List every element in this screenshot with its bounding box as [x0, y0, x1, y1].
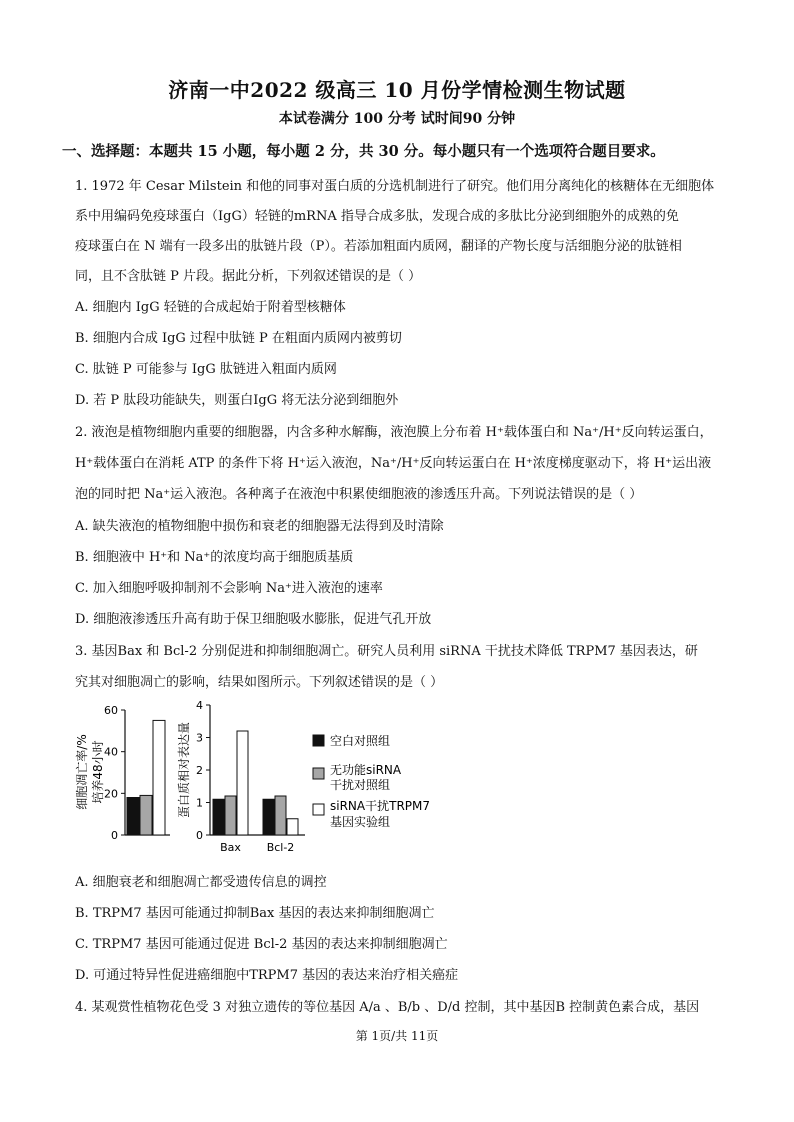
chart2-ytick-label: 2 — [196, 764, 203, 777]
question-3-option-b: B. TRPM7 基因可能通过抑制Bax 基因的表达来抑制细胞凋亡 — [75, 906, 435, 921]
legend-swatch-nonfunctional-sirna — [313, 768, 324, 779]
question-2-option-d: D. 细胞液渗透压升高有助于保卫细胞吸水膨胀，促进气孔开放 — [75, 612, 432, 627]
question-3-line-1: 3. 基因Bax 和 Bcl-2 分别促进和抑制细胞凋亡。研究人员利用 siRNA 干扰技术降低 TRPM7 基因表达，研 — [75, 644, 698, 659]
chart1-ylabel-a: 培养48小时 — [91, 740, 105, 804]
section-heading: 一、选择题：本题共 15 小题，每小题 2 分，共 30 分。每小题只有一个选项符合题目要求。 — [62, 143, 665, 160]
question-1-line-2: 系中用编码免疫球蛋白（IgG）轻链的mRNA 指导合成多肽，发现合成的多肽比分泌到细胞外的成熟的免 — [75, 209, 679, 224]
page-footer: 第 1页/共 11页 — [355, 1029, 439, 1043]
question-1-option-c: C. 肽链 P 可能参与 IgG 肽链进入粗面内质网 — [75, 362, 337, 377]
question-3-figure — [70, 700, 490, 860]
question-2-line-3: 泡的同时把 Na⁺运入液泡。各种离子在液泡中积累使细胞液的渗透压升高。下列说法错误的是（ ） — [75, 487, 643, 502]
legend-label-nonfunctional-sirna-b: 干扰对照组 — [330, 778, 391, 792]
chart2-ytick-label: 4 — [196, 700, 203, 712]
legend-swatch-blank-control — [313, 735, 324, 746]
chart1-bar — [153, 720, 165, 835]
chart1-ytick-label: 0 — [111, 829, 118, 842]
question-1-line-4: 同，且不含肽链 P 片段。据此分析，下列叙述错误的是（ ） — [75, 269, 422, 284]
question-4-line-1: 4. 某观赏性植物花色受 3 对独立遗传的等位基因 A/a 、B/b 、D/d 控制，其中基因B 控制黄色素合成，基因 — [75, 1000, 700, 1015]
question-2-line-1: 2. 液泡是植物细胞内重要的细胞器，内含多种水解酶，液泡膜上分布着 H⁺载体蛋白和 Na⁺/H⁺反向转运蛋白， — [75, 425, 713, 440]
chart2-ytick-label: 1 — [196, 796, 203, 810]
question-1-line-3: 疫球蛋白在 N 端有一段多出的肽链片段（P）。若添加粗面内质网，翻译的产物长度与活细胞分泌的肽链相 — [75, 239, 682, 254]
legend-swatch-sirna-trpm7 — [313, 804, 324, 815]
chart2-bar — [287, 819, 298, 835]
legend-label-sirna-trpm7-a: siRNA干扰TRPM7 — [330, 799, 431, 813]
bar-charts-svg — [70, 700, 490, 860]
chart2-bar — [237, 731, 248, 835]
question-3-option-a: A. 细胞衰老和细胞凋亡都受遗传信息的调控 — [75, 875, 327, 890]
chart2-category-label: Bax — [220, 841, 241, 854]
legend-label-blank-control: 空白对照组 — [330, 734, 391, 748]
question-2-line-2: H⁺载体蛋白在消耗 ATP 的条件下将 H⁺运入液泡，Na⁺/H⁺反向转运蛋白在 H⁺浓度梯度驱动下，将 H⁺运出液 — [75, 456, 712, 471]
chart2-bar — [213, 799, 224, 835]
question-1-line-1: 1. 1972 年 Cesar Milstein 和他的同事对蛋白质的分选机制进行了研究。他们用分离纯化的核糖体在无细胞体 — [75, 179, 715, 194]
question-3-option-c: C. TRPM7 基因可能通过促进 Bcl-2 基因的表达来抑制细胞凋亡 — [75, 937, 448, 952]
question-1-option-d: D. 若 P 肽段功能缺失，则蛋白IgG 将无法分泌到细胞外 — [75, 393, 399, 408]
legend-label-nonfunctional-sirna-a: 无功能siRNA — [330, 763, 402, 777]
question-1-option-a: A. 细胞内 IgG 轻链的合成起始于附着型核糖体 — [75, 300, 346, 315]
question-3-line-2: 究其对细胞凋亡的影响，结果如图所示。下列叙述错误的是（ ） — [75, 675, 444, 690]
question-1-option-b: B. 细胞内合成 IgG 过程中肽链 P 在粗面内质网内被剪切 — [75, 331, 402, 346]
chart1-ytick-label: 40 — [104, 745, 118, 759]
chart2-bar — [263, 799, 274, 835]
chart2-ytick-label: 0 — [196, 829, 203, 842]
question-2-option-b: B. 细胞液中 H⁺和 Na⁺的浓度均高于细胞质基质 — [75, 550, 354, 565]
chart1-bar — [127, 798, 139, 836]
chart2-ytick-label: 3 — [196, 731, 203, 745]
chart1-ytick-label: 20 — [104, 787, 118, 801]
question-2-option-a: A. 缺失液泡的植物细胞中损伤和衰老的细胞器无法得到及时清除 — [75, 519, 444, 534]
chart2-bar — [275, 796, 286, 835]
chart1-ytick-label: 60 — [104, 704, 118, 717]
exam-subtitle: 本试卷满分 100 分考 试时间90 分钟 — [278, 111, 516, 127]
question-2-option-c: C. 加入细胞呼吸抑制剂不会影响 Na⁺进入液泡的速率 — [75, 581, 383, 596]
chart2-bar — [225, 796, 236, 835]
chart1-ylabel-b: 细胞凋亡率/% — [75, 734, 89, 810]
exam-title: 济南一中2022 级高三 10 月份学情检测生物试题 — [168, 78, 626, 102]
chart2-ylabel: 蛋白质相对表达量 — [177, 721, 191, 819]
legend-label-sirna-trpm7-b: 基因实验组 — [330, 815, 391, 829]
chart1-bar — [140, 795, 152, 835]
question-3-option-d: D. 可通过特异性促进癌细胞中TRPM7 基因的表达来治疗相关癌症 — [75, 968, 459, 983]
chart2-category-label: Bcl-2 — [266, 841, 295, 854]
